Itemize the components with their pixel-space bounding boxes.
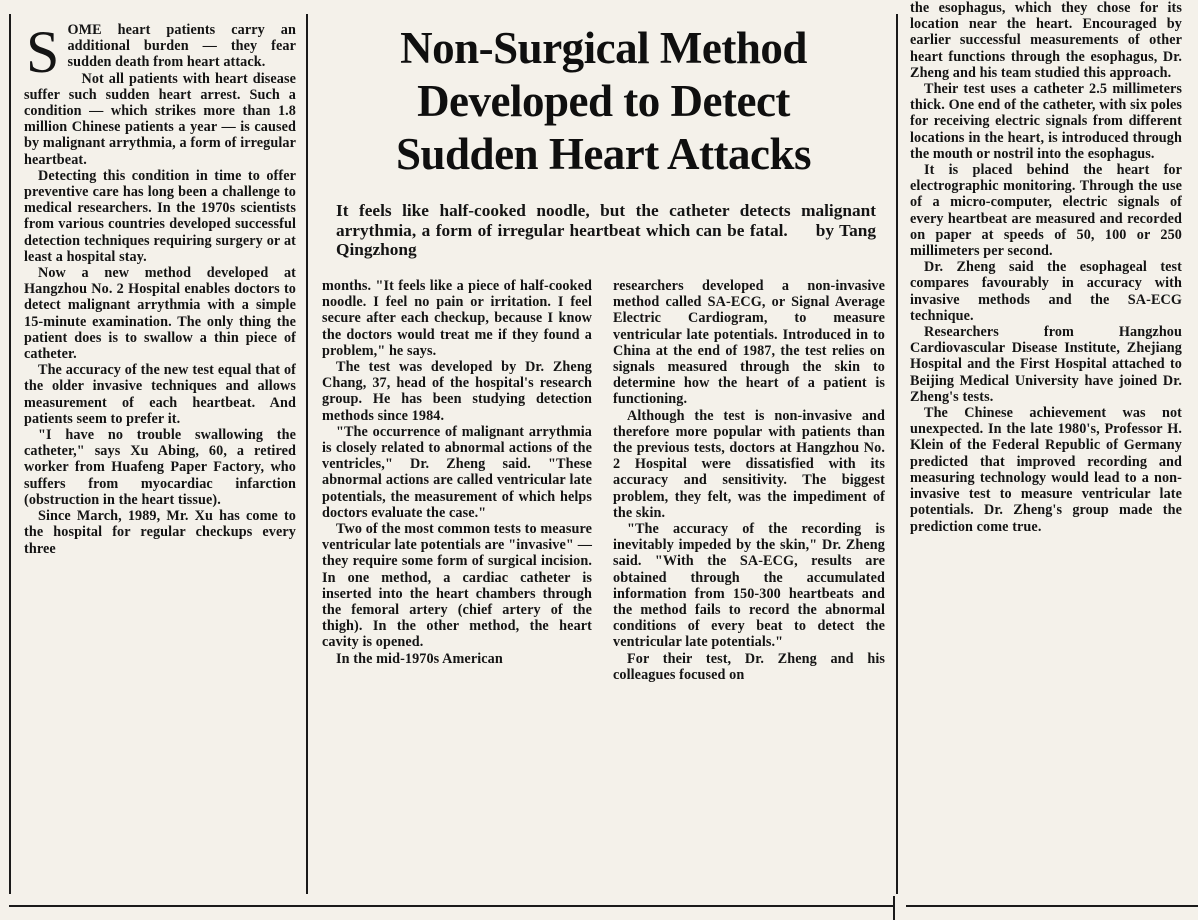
paragraph: Although the test is non-invasive and therefore more popular with patients than the previous tests, doctors at Hangzhou No. 2 Hospital were dissatisfied with its accuracy and sensitivity. The biggest problem, they felt, was the impediment of the skin.	[613, 407, 885, 521]
headline-line-2: Developed to Detect	[417, 76, 790, 126]
paragraph: "The accuracy of the recording is inevitably impeded by the skin," Dr. Zheng said. "With the SA-ECG, results are obtained through the accumulated information from 150-300 heartbeats and the method fails to record the abnormal conditions of every beat to detect the ventricular late potentials."	[613, 521, 885, 651]
article-column-3	[613, 278, 885, 683]
column-rule-left	[9, 14, 11, 894]
column-rule-3	[896, 14, 898, 894]
drop-cap: S	[26, 19, 60, 85]
paragraph-text: OME heart patients carry an additional burden — they fear sudden death from heart attack.	[67, 22, 296, 71]
article-column-4	[910, 0, 1182, 535]
deck	[336, 201, 876, 260]
paragraph: "The occurrence of malignant arrythmia is closely related to abnormal actions of the ventricles," Dr. Zheng said. "These abnormal actions are called ventricular late potentials, the measurement of which helps doctors evaluate the case."	[322, 423, 592, 521]
paragraph: The accuracy of the new test equal that of the older invasive techniques and allows measurement of each heartbeat. And patients seem to prefer it.	[24, 362, 296, 427]
article-column-2	[322, 278, 592, 667]
paragraph: Two of the most common tests to measure ventricular late potentials are "invasive" — they require some form of surgical incision. In one method, a cardiac catheter is inserted into the heart chambers through the femoral artery (chief artery of the thigh). In the other method, the heart cavity is opened.	[322, 521, 592, 651]
paragraph: Dr. Zheng said the esophageal test compares favourably in accuracy with invasive methods and the SA-ECG technique.	[910, 259, 1182, 324]
bottom-tick	[893, 896, 895, 920]
bottom-rule-right	[906, 905, 1198, 907]
paragraph	[24, 19, 296, 85]
paragraph: Researchers from Hangzhou Cardiovascular Disease Institute, Zhejiang Hospital and the First Hospital attached to Beijing Medical University have joined Dr. Zheng's tests.	[910, 324, 1182, 405]
paragraph: "I have no trouble swallowing the catheter," says Xu Abing, 60, a retired worker from Huafeng Paper Factory, who suffers from myocardiac infarction (obstruction in the heart tissue).	[24, 427, 296, 508]
paragraph: For their test, Dr. Zheng and his colleagues focused on	[613, 650, 885, 683]
paragraph: The test was developed by Dr. Zheng Chang, 37, head of the hospital's research group. He has been studying detection methods since 1984.	[322, 359, 592, 424]
paragraph: In the mid-1970s American	[336, 650, 503, 667]
article-column-1	[24, 19, 296, 557]
paragraph: The Chinese achievement was not unexpected. In the late 1980's, Professor H. Klein of the Federal Republic of Germany predicted that improved recording and measuring technology would lead to a non-invasive test to measure ventricular late potentials. Dr. Zheng's group made the prediction come true.	[910, 405, 1182, 535]
column-rule-1	[306, 14, 308, 894]
byline: by Tang Qingzhong	[336, 220, 877, 259]
paragraph: the esophagus, which they chose for its location near the heart. Encouraged by earlier successful measurements of other heart functions through the esophagus, Dr. Zheng and his team studied this approach.	[910, 0, 1182, 81]
bottom-rule-left	[9, 905, 893, 907]
paragraph: Not all patients with heart disease suffer such sudden heart arrest. Such a condition — which strikes more than 1.8 million Chinese patients a year — is caused by malignant arrythmia, a form of irregular heartbeat.	[24, 70, 296, 168]
paragraph: months. "It feels like a piece of half-cooked noodle. I feel no pain or irritation. I feel secure after each checkup, because I know the doctors would treat me if they found a problem," he says.	[322, 278, 592, 359]
headline	[322, 22, 885, 181]
paragraph: Their test uses a catheter 2.5 millimeters thick. One end of the catheter, with six poles for receiving electric signals from different locations in the heart, is introduced through the mouth or nostril into the esophagus.	[910, 81, 1182, 162]
paragraph: Since March, 1989, Mr. Xu has come to the hospital for regular checkups every three	[24, 508, 296, 557]
paragraph: Detecting this condition in time to offer preventive care has long been a challenge to medical researchers. In the 1970s scientists from various countries developed successful detection techniques requiring surgery or at least a hospital stay.	[24, 167, 296, 265]
paragraph: researchers developed a non-invasive method called SA-ECG, or Signal Average Electric Cardiogram, to measure ventricular late potentials. Introduced in to China at the end of 1987, the test relies on signals measured through the skin to determine how the heart of a patient is functioning.	[613, 278, 885, 408]
deck-text: It feels like half-cooked noodle, but the catheter detects malignant arrythmia, a form of irregular heartbeat which can be fatal.	[336, 201, 876, 240]
headline-line-1: Non-Surgical Method	[400, 23, 807, 73]
paragraph: It is placed behind the heart for electrographic monitoring. Through the use of a micro-computer, electric signals of every heartbeat are measured and recorded on paper at speeds of 50, 100 or 250 millimeters per second.	[910, 162, 1182, 260]
headline-line-3: Sudden Heart Attacks	[395, 129, 812, 179]
paragraph: Now a new method developed at Hangzhou No. 2 Hospital enables doctors to detect malignant arrythmia with a simple 15-minute examination. The only thing the patient does is to swallow a thin piece of catheter.	[24, 265, 296, 363]
